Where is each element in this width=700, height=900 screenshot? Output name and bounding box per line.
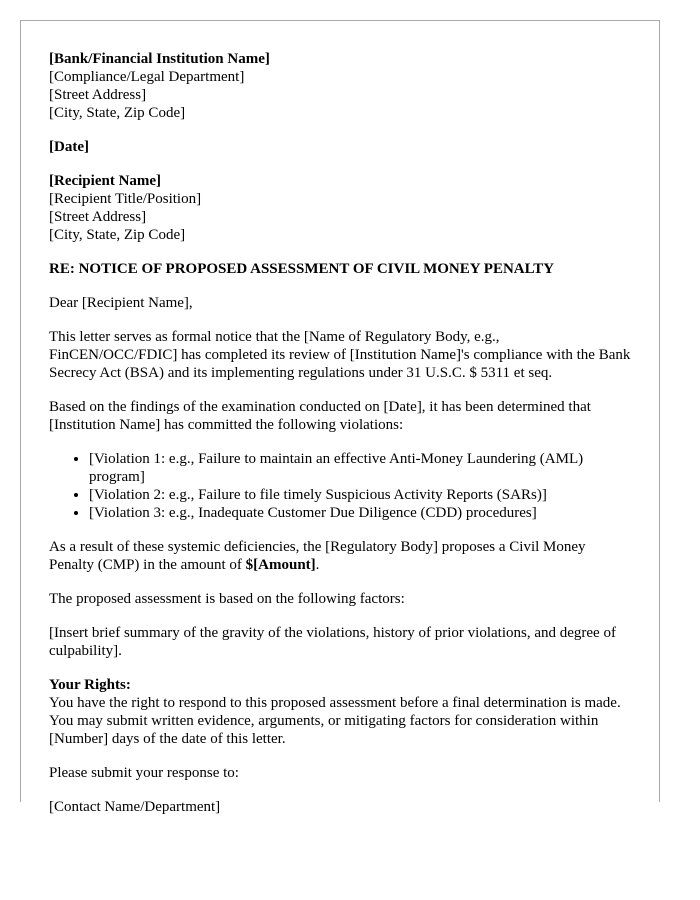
letter-date-block <box>49 138 631 156</box>
contact-line: [Contact Name/Department] <box>49 799 221 815</box>
letter-body <box>21 21 659 816</box>
letter-date: [Date] <box>49 139 89 155</box>
penalty-suffix: . <box>315 557 320 573</box>
factors-paragraph: The proposed assessment is based on the following factors: <box>49 591 405 607</box>
violations-list <box>49 450 631 522</box>
penalty-paragraph <box>49 538 631 574</box>
rights-body: You have the right to respond to this proposed assessment before a final determination is made. You may submit written evidence, arguments, or mitigating factors for consideration within [Number] days of the date of this letter. <box>49 695 621 747</box>
sender-city: [City, State, Zip Code] <box>49 105 186 121</box>
recipient-street: [Street Address] <box>49 209 147 225</box>
letter-page <box>20 20 660 815</box>
recipient-title: [Recipient Title/Position] <box>49 191 202 207</box>
penalty-text: As a result of these systemic deficiencies, the [Regulatory Body] proposes a Civil Money Penalty (CMP) in the amount of <box>49 539 586 573</box>
sender-department: [Compliance/Legal Department] <box>49 69 245 85</box>
submit-instruction: Please submit your response to: <box>49 765 239 781</box>
rights-heading: Your Rights: <box>49 677 131 693</box>
subject-line: RE: NOTICE OF PROPOSED ASSESSMENT OF CIVIL MONEY PENALTY <box>49 261 555 277</box>
intro-paragraph: This letter serves as formal notice that the [Name of Regulatory Body, e.g., FinCEN/OCC/FDIC] has completed its review of [Institution Name]'s compliance with the Bank Secrecy Act (BSA) and its implementing regulations under 31 U.S.C. $ 5311 et seq. <box>49 329 631 381</box>
penalty-amount: $[Amount] <box>245 557 316 573</box>
sender-name: [Bank/Financial Institution Name] <box>49 51 270 67</box>
recipient-city: [City, State, Zip Code] <box>49 227 186 243</box>
summary-paragraph: [Insert brief summary of the gravity of the violations, history of prior violations, and degree of culpability]. <box>49 625 616 659</box>
sender-address <box>49 50 631 122</box>
violation-item: • [Violation 1: e.g., Failure to maintain an effective Anti-Money Laundering (AML) program] <box>89 450 631 486</box>
violation-item: • [Violation 3: e.g., Inadequate Customer Due Diligence (CDD) procedures] <box>89 504 631 522</box>
recipient-address <box>49 172 631 244</box>
findings-paragraph: Based on the findings of the examination conducted on [Date], it has been determined that [Institution Name] has committed the following violations: <box>49 399 591 433</box>
sender-street: [Street Address] <box>49 87 147 103</box>
rights-section <box>49 676 631 748</box>
salutation: Dear [Recipient Name], <box>49 295 193 311</box>
violation-item: • [Violation 2: e.g., Failure to file timely Suspicious Activity Reports (SARs)] <box>89 486 631 504</box>
recipient-name: [Recipient Name] <box>49 173 162 189</box>
